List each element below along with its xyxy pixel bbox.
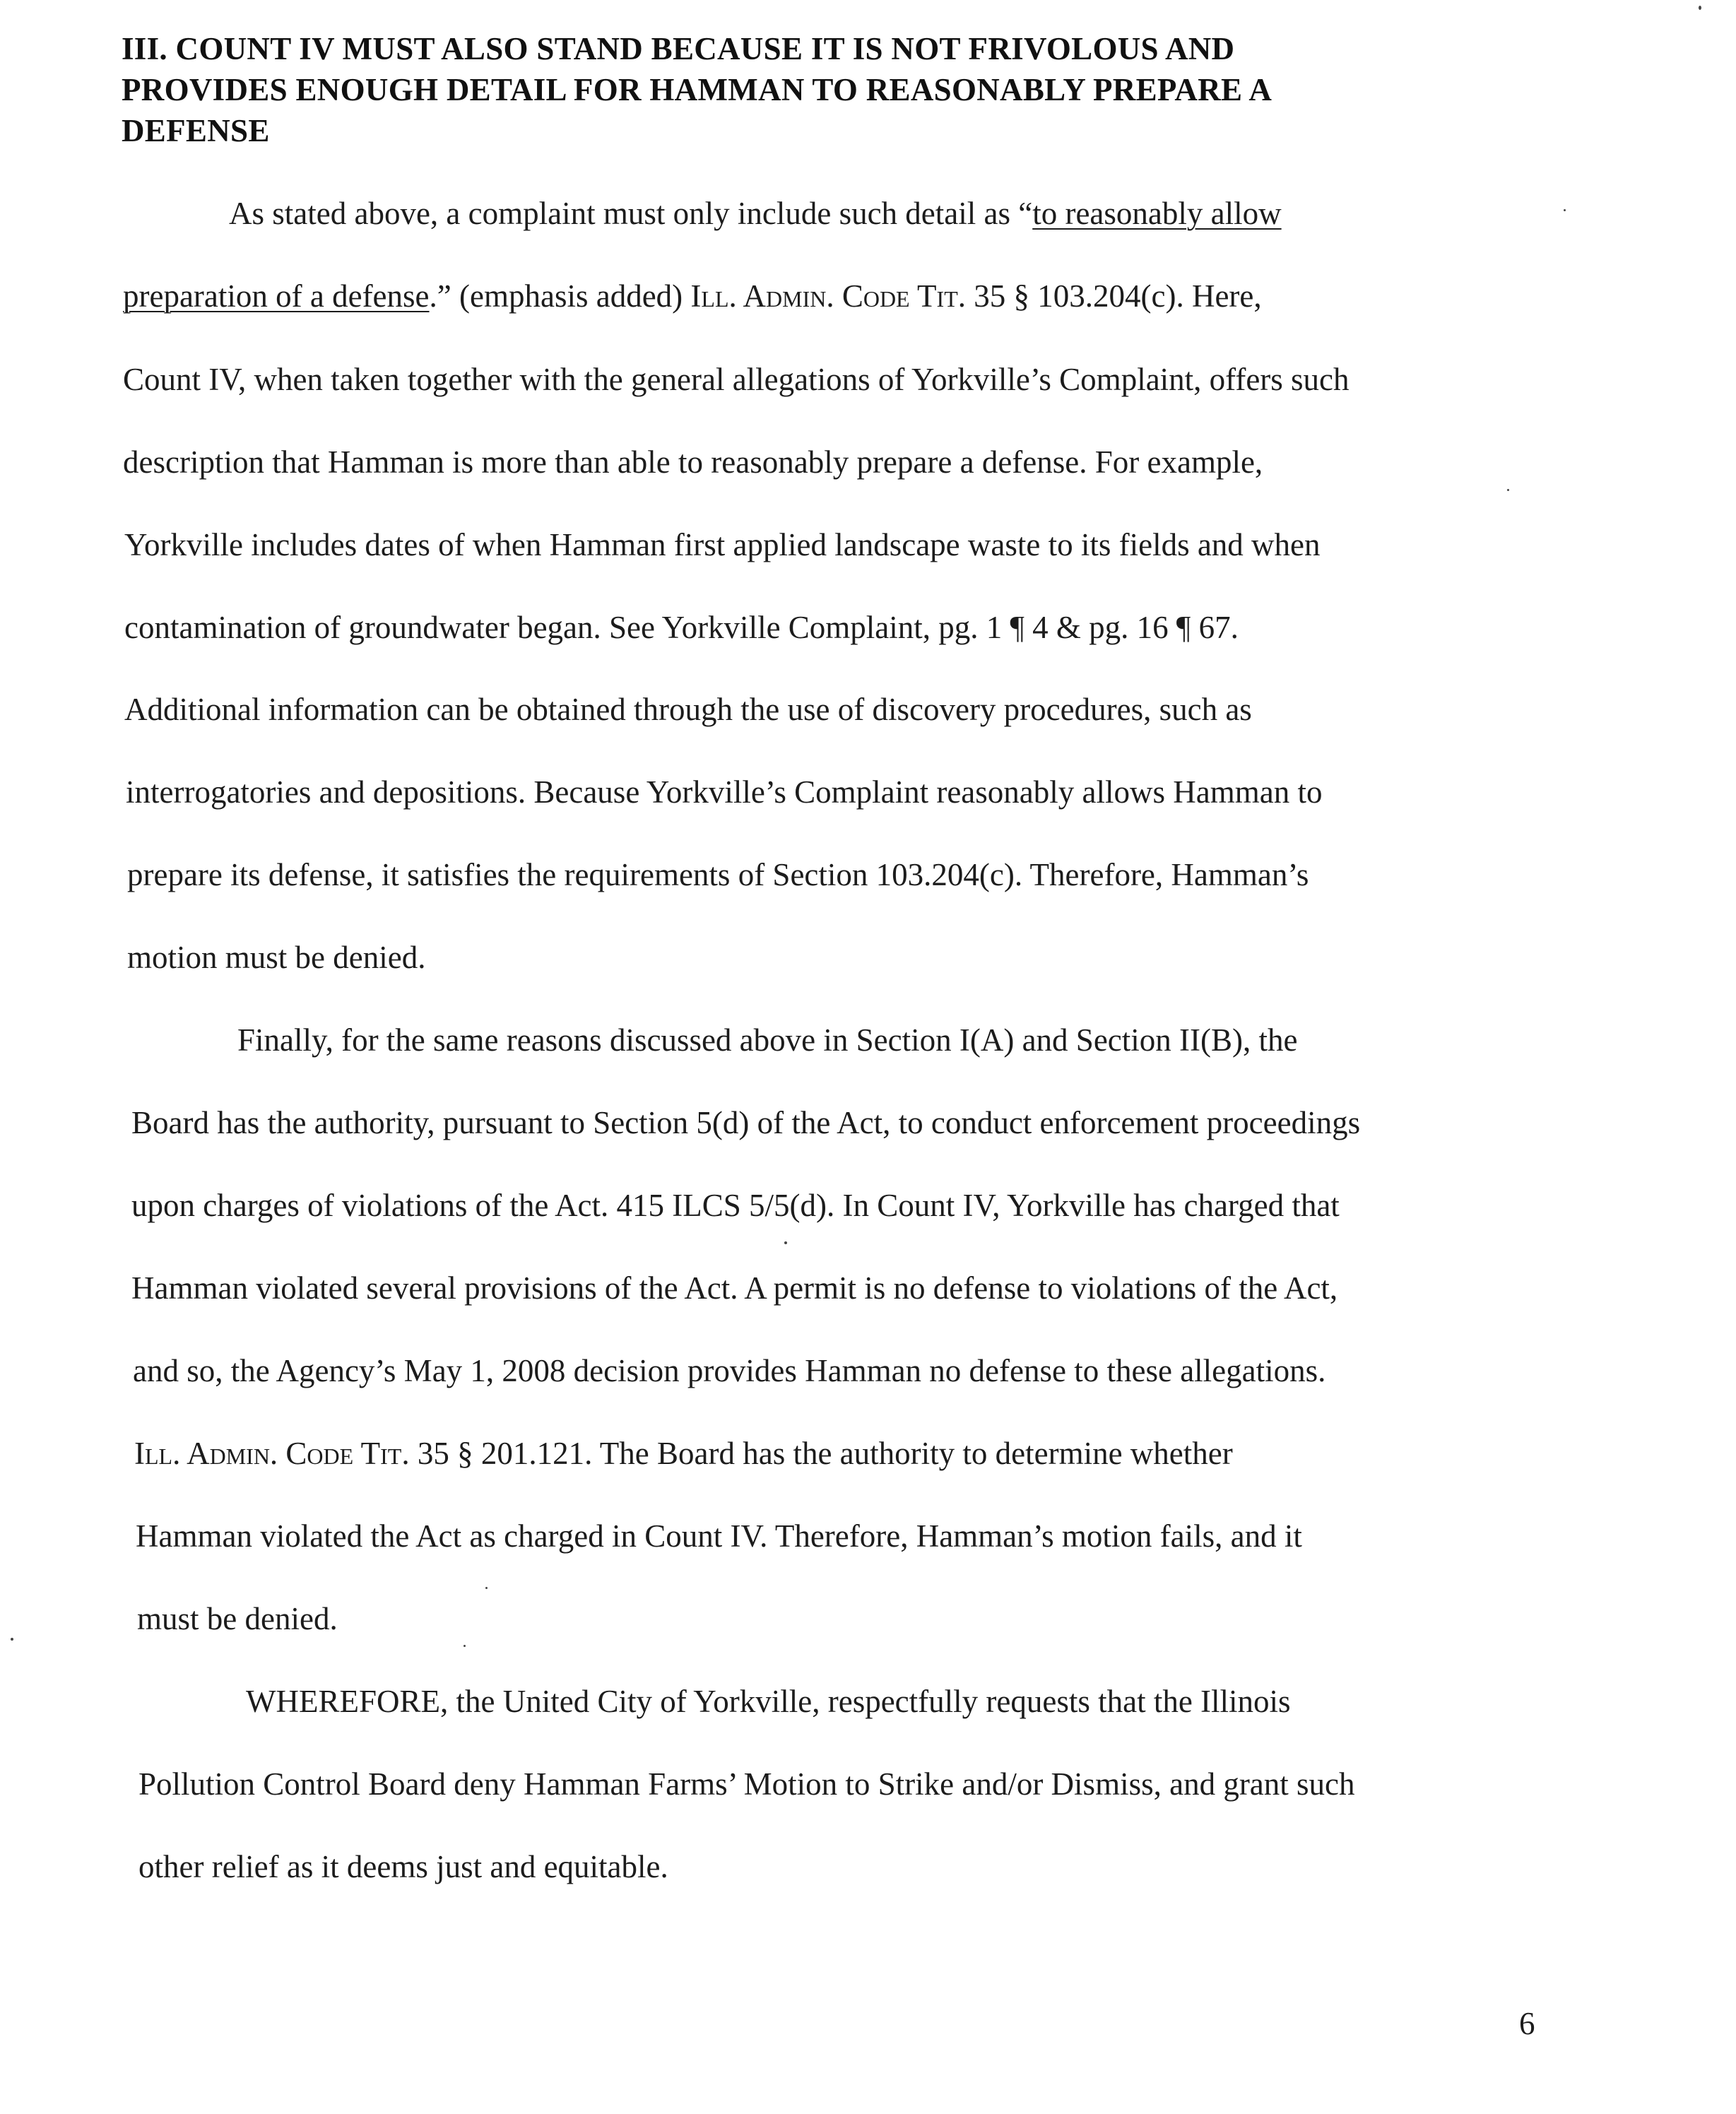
paragraph-3-line-3: other relief as it deems just and equitable.: [138, 1849, 668, 1884]
paragraph-1-line-9: prepare its defense, it satisfies the requirements of Section 103.204(c). Therefore, Hamman’s: [127, 857, 1309, 892]
paragraph-2-line-2: Board has the authority, pursuant to Section 5(d) of the Act, to conduct enforcement proceedings: [131, 1105, 1361, 1140]
paragraph-1-line-10: motion must be denied.: [127, 940, 426, 975]
paragraph-1-line-3: Count IV, when taken together with the general allegations of Yorkville’s Complaint, offers such: [123, 362, 1350, 397]
emphasized-quote: to reasonably allow: [1032, 196, 1282, 231]
paragraph-2-line-3: upon charges of violations of the Act. 415 ILCS 5/5(d). In Count IV, Yorkville has charged that: [131, 1188, 1340, 1223]
paragraph-1-text: As stated above, a complaint must only include such detail as “: [229, 196, 1033, 231]
paragraph-2-line-6: [134, 1435, 1233, 1472]
code-citation: Ill. Admin. Code Tit.: [134, 1436, 410, 1471]
paragraph-1-text: .” (emphasis added): [429, 278, 691, 314]
paragraph-1-line-8: interrogatories and depositions. Because Yorkville’s Complaint reasonably allows Hamman to: [126, 774, 1323, 810]
paragraph-1-line-5: Yorkville includes dates of when Hamman first applied landscape waste to its fields and when: [124, 527, 1321, 562]
scan-speck: [11, 1638, 13, 1641]
heading-line-3: DEFENSE: [122, 113, 270, 148]
paragraph-2-line-1: Finally, for the same reasons discussed above in Section I(A) and Section II(B), the: [237, 1022, 1298, 1058]
paragraph-1-line-1: [229, 195, 1282, 232]
paragraph-2-line-5: and so, the Agency’s May 1, 2008 decision provides Hamman no defense to these allegations.: [133, 1353, 1326, 1388]
heading-line-2: PROVIDES ENOUGH DETAIL FOR HAMMAN TO REASONABLY PREPARE A: [122, 72, 1273, 107]
scan-speck: [1507, 489, 1509, 491]
paragraph-2-line-8: must be denied.: [137, 1601, 338, 1636]
scan-speck: [485, 1587, 488, 1589]
paragraph-3-line-1: WHEREFORE, the United City of Yorkville, respectfully requests that the Illinois: [246, 1684, 1291, 1719]
paragraph-1-text: 35 § 103.204(c). Here,: [966, 278, 1262, 314]
paragraph-1-line-2: [123, 278, 1262, 314]
paragraph-2-text: 35 § 201.121. The Board has the authority to determine whether: [409, 1436, 1233, 1471]
paragraph-1-line-6: contamination of groundwater began. See Yorkville Complaint, pg. 1 ¶ 4 & pg. 16 ¶ 67.: [124, 610, 1239, 645]
paragraph-2-line-4: Hamman violated several provisions of the Act. A permit is no defense to violations of the Act,: [131, 1270, 1338, 1306]
scan-speck: [1564, 209, 1566, 211]
code-citation: Ill. Admin. Code Tit.: [690, 278, 966, 314]
heading-line-1: III. COUNT IV MUST ALSO STAND BECAUSE IT IS NOT FRIVOLOUS AND: [122, 31, 1235, 66]
scan-speck: [784, 1241, 787, 1244]
page-number: 6: [1519, 2006, 1535, 2041]
emphasized-quote: preparation of a defense: [123, 278, 430, 314]
section-heading: [122, 28, 1535, 151]
scan-speck: [1699, 6, 1701, 10]
paragraph-1-line-7: Additional information can be obtained through the use of discovery procedures, such as: [124, 692, 1252, 727]
paragraph-2-line-7: Hamman violated the Act as charged in Count IV. Therefore, Hamman’s motion fails, and it: [136, 1518, 1302, 1554]
scan-speck: [463, 1645, 466, 1647]
paragraph-3-line-2: Pollution Control Board deny Hamman Farms’ Motion to Strike and/or Dismiss, and grant such: [138, 1766, 1355, 1802]
paragraph-1-line-4: description that Hamman is more than able to reasonably prepare a defense. For example,: [123, 444, 1263, 480]
